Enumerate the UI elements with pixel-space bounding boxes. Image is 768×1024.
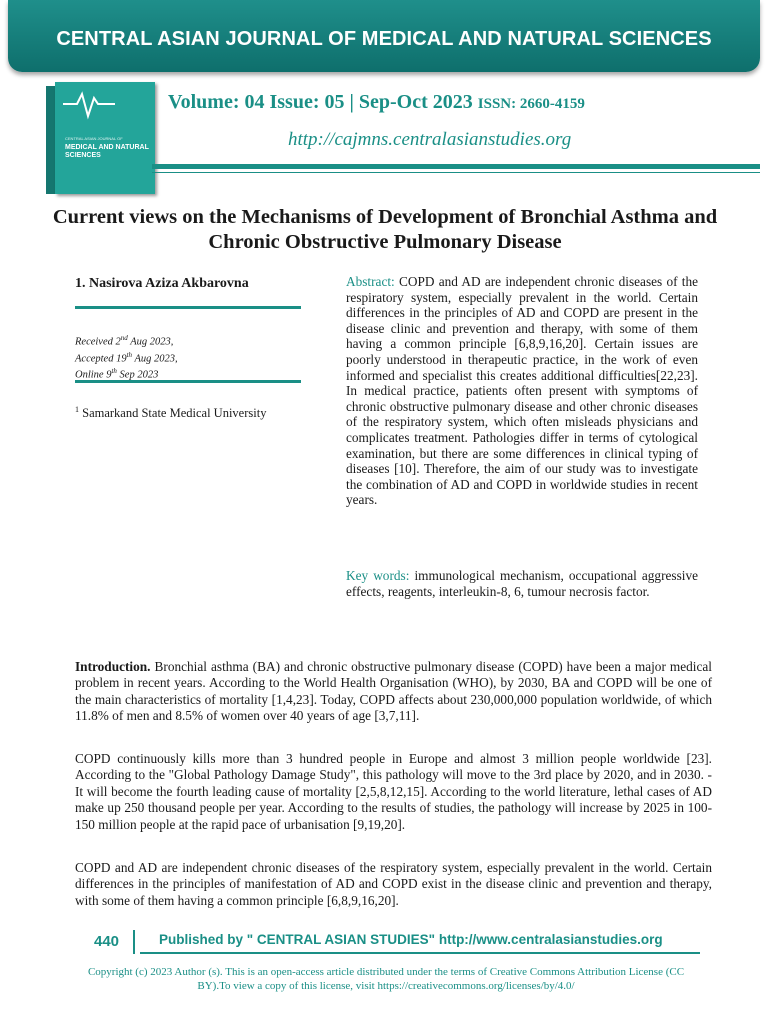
volume-issue — [168, 91, 585, 114]
heartbeat-icon — [55, 82, 155, 132]
introduction-label: Introduction. — [75, 659, 151, 674]
keywords — [346, 568, 698, 599]
publisher-line: Published by " CENTRAL ASIAN STUDIES" http://www.centralasianstudies.org — [159, 932, 663, 947]
journal-title: CENTRAL ASIAN JOURNAL OF MEDICAL AND NATURAL SCIENCES — [56, 28, 712, 50]
abstract-text: COPD and AD are independent chronic diseases of the respiratory system, especially prevalent in the world. Certain differences in the principles of AD and COPD are present in the disease clinic and prevention and therapy, with some of them having a common principle [6,8,9,16,20]. Certain issues are poorly understood in therapeutic practice, in the work of even informed and specialist this creates additional difficulties[22,23]. In medical practice, patients often present with symptoms of chronic obstructive pulmonary disease and other chronic diseases of the respiratory system, which often misleads physicians and complicates treatment. Pathologies differ in terms of cytological examination, but there are some differences in clinical typing of diseases [10]. Therefore, the aim of our study was to investigate the combination of AD and COPD in worldwide studies in recent years. — [346, 274, 699, 508]
article-title: Current views on the Mechanisms of Development of Bronchial Asthma and Chronic Obstructive Pulmonary Disease — [52, 206, 718, 253]
accepted-date: Accepted 19th Aug 2023, — [75, 350, 178, 364]
received-date: Received 2nd Aug 2023, — [75, 334, 174, 348]
page-number: 440 — [94, 933, 120, 950]
body-paragraph-3: COPD and AD are independent chronic diseases of the respiratory system, especially prevalent in the world. Certain differences in the principles of manifestation of AD and COPD exist in the disease clinic and prevention and therapy, with some of them having a common principle [6,8,9,16,20]. — [75, 860, 712, 908]
volume-text: Volume: 04 Issue: 05 | Sep-Oct 2023 — [168, 91, 473, 113]
abstract-label: Abstract: — [346, 274, 395, 289]
affiliation-mark: 1 — [75, 405, 79, 414]
cover-title: MEDICAL AND NATURAL SCIENCES — [65, 144, 149, 159]
introduction-text: Bronchial asthma (BA) and chronic obstructive pulmonary disease (COPD) have been a major medical problem in recent years. According to the World Health Organisation (WHO), by 2030, BA and COPD will be one of the main characteristics of mortality [1,4,23]. Today, COPD affects about 230,000,000 population worldwide, of which 11.8% of men and 8.5% of women over 40 years of age [3,7,11]. — [75, 659, 712, 724]
keywords-label: Key words: — [346, 568, 410, 583]
header-divider — [152, 164, 760, 169]
affiliation — [75, 405, 266, 421]
journal-url-link[interactable]: http://cajmns.centralasianstudies.org — [288, 129, 572, 150]
introduction-paragraph — [75, 659, 712, 725]
online-date: Online 9th Sep 2023 — [75, 367, 159, 381]
cover-small-text: CENTRAL ASIAN JOURNAL OF — [65, 136, 123, 141]
footer-vertical-rule — [133, 930, 135, 954]
body-paragraph-2: COPD continuously kills more than 3 hundred people in Europe and almost 3 million people worldwide [23]. According to the "Global Pathology Damage Study", this pathology will move to the 3rd place by 2020, and in 2030. -It will become the fourth leading cause of mortality [2,5,8,12,15]. According to the world literature, lethal cases of AD make up 250 thousand people per year. According to the results of studies, the pathology will increase by 2025 in 100-150 million people at the rapid pace of urbanisation [9,19,20]. — [75, 751, 712, 832]
author-name: 1. Nasirova Aziza Akbarovna — [75, 276, 249, 291]
keywords-text: immunological mechanism, occupational aggressive effects, reagents, interleukin-8, 6, tumour necrosis factor. — [346, 568, 698, 599]
header-divider-thin — [152, 172, 760, 173]
author-divider — [75, 306, 301, 309]
journal-cover-image — [55, 82, 155, 194]
affiliation-text: Samarkand State Medical University — [82, 406, 267, 421]
copyright-notice: Copyright (c) 2023 Author (s). This is an open-access article distributed under the terms of Creative Commons Attribution License (CC BY).To view a copy of this license, visit https://creativecommons.org/licenses/by/4.0/ — [87, 966, 685, 992]
abstract — [346, 274, 698, 508]
issn: ISSN: 2660-4159 — [477, 96, 585, 112]
dates-divider — [75, 380, 301, 383]
article-dates — [75, 332, 178, 382]
footer-divider — [140, 952, 700, 954]
